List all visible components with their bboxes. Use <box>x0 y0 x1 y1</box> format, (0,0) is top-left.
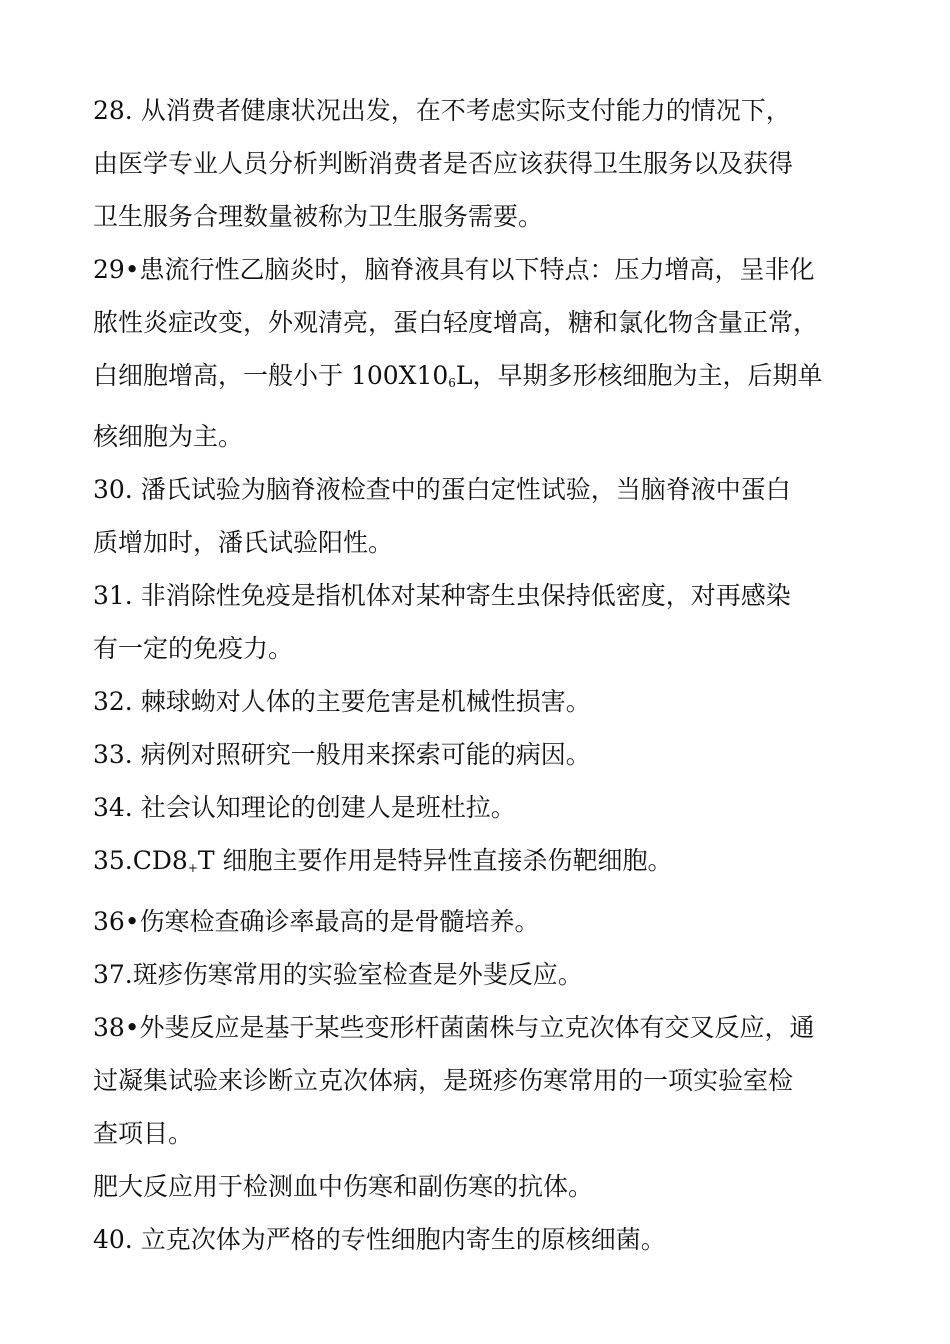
item-28 <box>93 84 873 243</box>
text-line: 有一定的免疫力。 <box>93 634 294 663</box>
text-line: 过凝集试验来诊断立克次体病，是斑疹伤寒常用的一项实验室检 <box>93 1066 794 1095</box>
text-line: 由医学专业人员分析判断消费者是否应该获得卫生服务以及获得 <box>93 149 794 178</box>
text-line: 28. 从消费者健康状况出发，在不考虑实际支付能力的情况下， <box>93 96 791 125</box>
item-36 <box>93 895 873 948</box>
text-line: 肥大反应用于检测血中伤寒和副伤寒的抗体。 <box>93 1172 594 1201</box>
subscript: + <box>187 861 198 875</box>
text-fragment: 35.CD8 <box>93 846 188 875</box>
item-31 <box>93 569 873 675</box>
subscript: 6 <box>448 376 456 390</box>
text-line: 40. 立克次体为严格的专性细胞内寄生的原核细菌。 <box>93 1225 666 1254</box>
text-line: 31. 非消除性免疫是指机体对某种寄生虫保持低密度，对再感染 <box>93 581 791 610</box>
item-39 <box>93 1160 873 1213</box>
text-line: 29•患流行性乙脑炎时，脑脊液具有以下特点：压力增高，呈非化 <box>93 255 815 284</box>
item-32 <box>93 675 873 728</box>
item-29 <box>93 243 873 463</box>
text-line: 查项目。 <box>93 1119 194 1148</box>
text-line: 34. 社会认知理论的创建人是班杜拉。 <box>93 793 516 822</box>
item-34 <box>93 781 873 834</box>
text-line: 36•伤寒检查确诊率最高的是骨髓培养。 <box>93 907 540 936</box>
text-line: 37.斑疹伤寒常用的实验室检查是外斐反应。 <box>93 960 583 989</box>
item-37 <box>93 948 873 1001</box>
text-line: 卫生服务合理数量被称为卫生服务需要。 <box>93 202 544 231</box>
text-line: 脓性炎症改变，外观清亮，蛋白轻度增高，糖和氯化物含量正常， <box>93 308 819 337</box>
text-line: 核细胞为主。 <box>93 422 244 451</box>
item-33 <box>93 728 873 781</box>
text-line: 32. 棘球蚴对人体的主要危害是机械性损害。 <box>93 687 591 716</box>
text-fragment: 白细胞增高，一般小于 100X10 <box>93 361 449 390</box>
text-line <box>93 349 873 410</box>
item-30 <box>93 463 873 569</box>
item-40 <box>93 1213 873 1266</box>
item-38 <box>93 1001 873 1160</box>
text-fragment: L，早期多形核细胞为主，后期单 <box>455 361 823 390</box>
text-line: 33. 病例对照研究一般用来探索可能的病因。 <box>93 740 591 769</box>
text-fragment: T 细胞主要作用是特异性直接杀伤靶细胞。 <box>197 846 673 875</box>
document-page <box>93 84 873 1266</box>
text-line: 38•外斐反应是基于某些变形杆菌菌株与立克次体有交叉反应，通 <box>93 1013 815 1042</box>
text-line <box>93 834 873 895</box>
item-35 <box>93 834 873 895</box>
text-line: 质增加时，潘氏试验阳性。 <box>93 528 394 557</box>
text-line: 30. 潘氏试验为脑脊液检查中的蛋白定性试验，当脑脊液中蛋白 <box>93 475 791 504</box>
